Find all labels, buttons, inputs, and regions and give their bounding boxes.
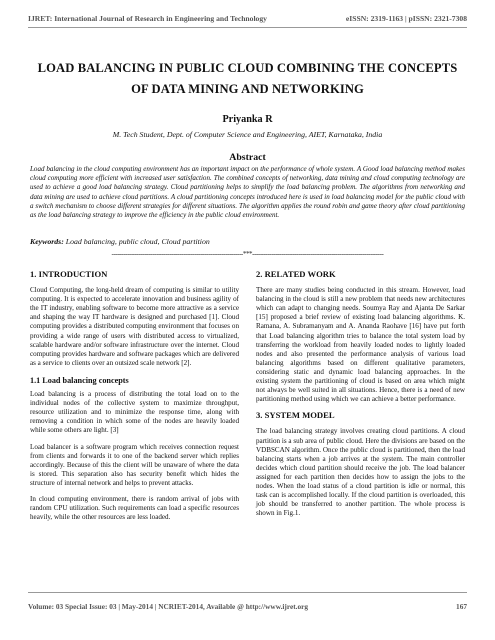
left-column (30, 270, 239, 529)
page-footer (28, 602, 467, 611)
load-balancing-paragraph-1: Load balancing is a process of distributing the total load on to the individual nodes of the collective system to maximize throughput, resource utilization and to minimize the response time, along with removing a condition in which some of the nodes are heavily loaded while some others are light. [3] (30, 390, 239, 435)
footer-divider (28, 592, 467, 593)
page-header (28, 14, 467, 23)
introduction-paragraph: Cloud Computing, the long-held dream of computing is similar to utility computing. It is expected to accelerate innovation and business agility of the IT industry, enabling software to become more attractive as a service and shaping the way IT hardware is designed and purchased [1]. Cloud computing provides a distributed computing environment that focuses on providing a wide range of users with distributed access to virtualized, scalable hardware and/or software infrastructure over the internet. Cloud computing provides hardware and software packages which are delivered as a service to clients over an outsized scale network [2]. (30, 286, 239, 367)
section-separator: --------------------------------------------------------------------***-------------------------------------------------------------------- (111, 250, 384, 258)
paper-title: LOAD BALANCING IN PUBLIC CLOUD COMBINING THE CONCEPTS OF DATA MINING AND NETWORKING (37, 61, 458, 96)
system-model-heading: 3. SYSTEM MODEL (256, 410, 335, 421)
issn: eISSN: 2319-1163 | pISSN: 2321-7308 (345, 14, 467, 23)
load-balancing-paragraph-2: Load balancer is a software program which receives connection request from clients and forwards it to one of the backend server which replies accordingly. Because of this the client will be unaware of where the data is stored. This separation also has security benefit which hides the structure of internal network and helps to prevent attacks. (30, 442, 239, 487)
related-work-paragraph: There are many studies being conducted in this stream. However, load balancing in the cloud is still a new problem that needs new architectures which can adapt to changing needs. Soumya Ray and Ajanta De Sarkar [15] proposed a brief review of existing load balancing algorithms. K. Ramana, A. Subramanyam and A. Ananda Raohave [16] have put forth that Load balancing algorithm tries to balance the total system load by transferring the workload from heavily loaded nodes to lightly loaded nodes and also presented the performance analysis of various load balancing algorithms based on different qualitative parameters, considering static and dynamic load balancing approaches. In the existing system the partitioning of cloud is based on area which might not always be well suited in all situations. Hence, there is a need of new partitioning method using which we can achieve a better performance. (256, 286, 465, 404)
keywords-label: Keywords: (30, 237, 64, 246)
header-divider (28, 27, 467, 28)
related-work-heading: 2. RELATED WORK (256, 269, 336, 279)
abstract-text: Load balancing in the cloud computing environment has an important impact on the performance of whole system. A Good load balancing method makes cloud computing more efficient with increased user satisfaction. The combined concepts of networking, data mining and cloud computing technology are used to achieve a good load balancing strategy. Cloud partitioning helps to simplify the load balancing problem. The algorithms from networking and data mining are used to achieve cloud partitions. A cloud partitioning concepts introduced here is used in load balancing model for the public cloud with a switch mechanism to choose different strategies for different situations. The algorithm applies the round robin and game theory after cloud partitioning as the load balancing strategy to improve the efficiency in the public cloud environment. (30, 165, 465, 220)
abstract-heading: Abstract (229, 152, 266, 163)
introduction-heading: 1. INTRODUCTION (30, 269, 108, 279)
page-number: 167 (456, 602, 467, 611)
author-name: Priyanka R (222, 114, 273, 125)
keywords-line (30, 237, 465, 246)
author-affiliation: M. Tech Student, Dept. of Computer Science and Engineering, AIET, Karnataka, India (112, 130, 383, 139)
keywords-text: Load balancing, public cloud, Cloud partition (65, 237, 210, 246)
load-balancing-heading: 1.1 Load balancing concepts (30, 375, 129, 385)
journal-name: IJRET: International Journal of Research in Engineering and Technology (28, 14, 267, 23)
system-model-paragraph: The load balancing strategy involves creating cloud partitions. A cloud partition is a sub area of public cloud. Here the divisions are based on the VDBSCAN algorithm. Once the public cloud is partitioned, then the load balancing starts when a job arrives at the system. The main controller decides which cloud partition should receive the job. The load balancer assigned for each partition then decides how to assign the jobs to the nodes. When the load status of a cloud partition is idle or normal, this task can is accomplished locally. If the cloud partition is overloaded, this job should be transferred to another partition. The whole process is shown in Fig.1. (256, 427, 465, 518)
load-balancing-paragraph-3: In cloud computing environment, there is random arrival of jobs with random CPU utilization. Such requirements can load a specific resources heavily, while the other resources are less loaded. (30, 494, 239, 522)
issue-info: Volume: 03 Special Issue: 03 | May-2014 | NCRIET-2014, Available @ http://www.ijret.org (28, 602, 308, 611)
right-column (256, 270, 465, 525)
